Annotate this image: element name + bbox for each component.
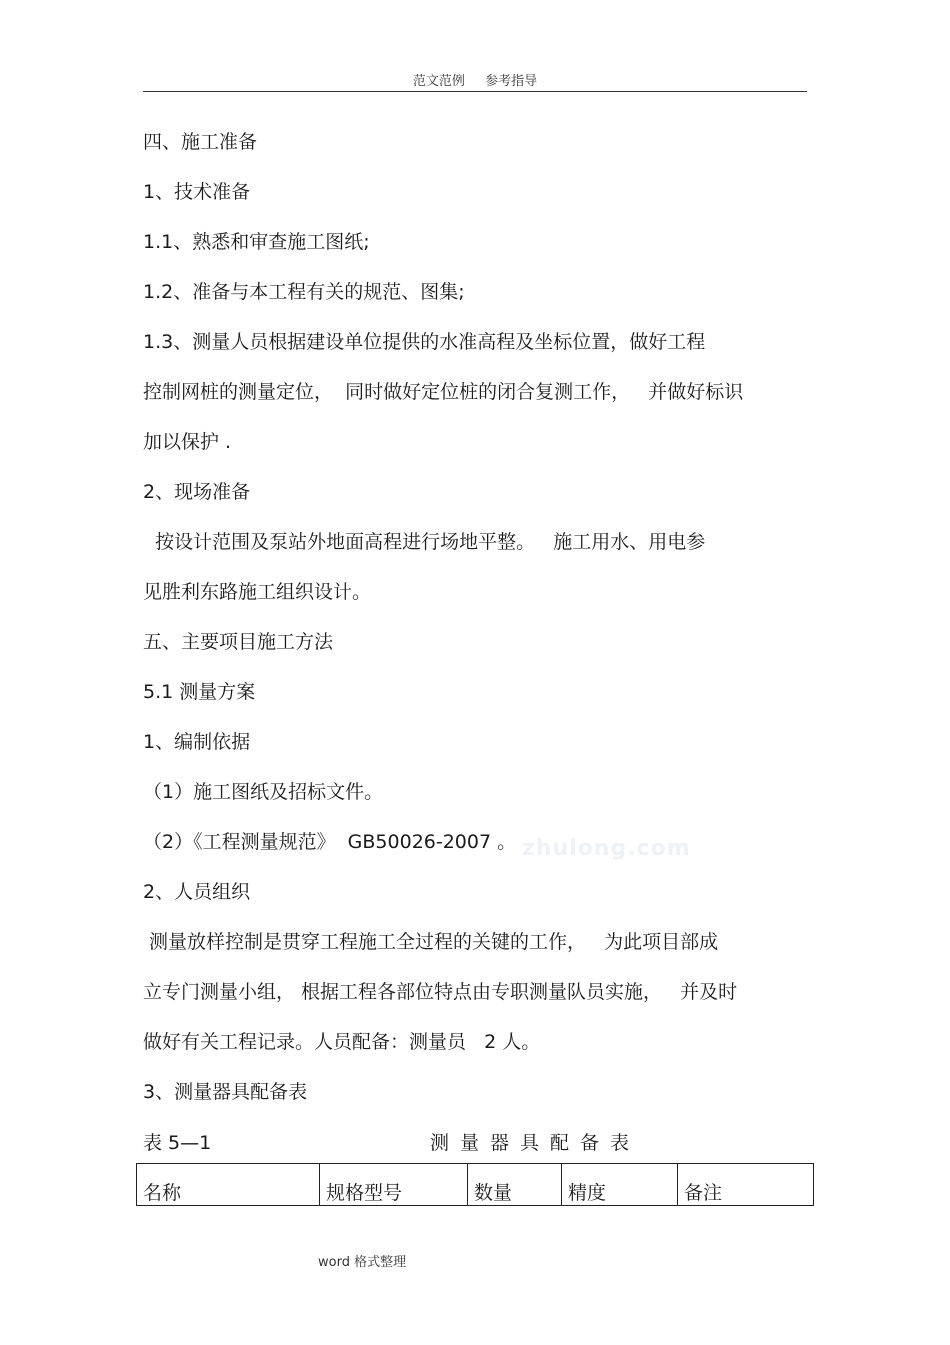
subheading-staffing: 2、人员组织: [143, 881, 251, 903]
basis-item-1: （1）施工图纸及招标文件。: [143, 781, 384, 803]
item-1-3-line3: 加以保护 .: [143, 431, 232, 453]
site-prep-line2: 见胜利东路施工组织设计。: [143, 581, 372, 603]
header-right-text: 参考指导: [485, 74, 538, 89]
table-title: 测量器具配备表: [430, 1132, 641, 1154]
table-number: 表 5—1: [143, 1132, 212, 1154]
item-1-3-line1: 1.3、测量人员根据建设单位提供的水准高程及坐标位置，做好工程: [143, 331, 706, 353]
page-footer: word 格式整理: [318, 1255, 407, 1270]
col-name: 名称: [137, 1164, 320, 1206]
staffing-line1: 测量放样控制是贯穿工程施工全过程的关键的工作， 为此项目部成: [143, 931, 719, 953]
section-heading-4: 四、施工准备: [143, 131, 258, 153]
table-header-row: [137, 1164, 814, 1206]
item-1-2: 1.2、准备与本工程有关的规范、图集;: [143, 281, 465, 303]
watermark: zhulong.com: [522, 836, 691, 861]
col-precision: 精度: [562, 1164, 678, 1206]
col-remarks: 备注: [678, 1164, 814, 1206]
col-model: 规格型号: [320, 1164, 468, 1206]
col-quantity: 数量: [468, 1164, 562, 1206]
subheading-tech-prep: 1、技术准备: [143, 181, 251, 203]
site-prep-line1: 按设计范围及泵站外地面高程进行场地平整。 施工用水、用电参: [143, 531, 706, 553]
subheading-5-1: 5.1 测量方案: [143, 681, 256, 703]
equipment-table: [136, 1163, 814, 1206]
section-heading-5: 五、主要项目施工方法: [143, 631, 334, 653]
header-rule: [143, 91, 807, 92]
subheading-site-prep: 2、现场准备: [143, 481, 251, 503]
header-left-text: 范文范例: [412, 74, 465, 89]
item-1-1: 1.1、熟悉和审查施工图纸;: [143, 231, 370, 253]
item-1-3-line2: 控制网桩的测量定位， 同时做好定位桩的闭合复测工作， 并做好标识: [143, 381, 744, 403]
subheading-basis: 1、编制依据: [143, 731, 251, 753]
staffing-line2: 立专门测量小组， 根据工程各部位特点由专职测量队员实施， 并及时: [143, 981, 738, 1003]
staffing-line3: 做好有关工程记录。人员配备：测量员 2 人。: [143, 1031, 541, 1053]
basis-item-2: （2）《工程测量规范》 GB50026-2007 。: [143, 831, 517, 853]
page-header: [0, 70, 950, 89]
subheading-equipment: 3、测量器具配备表: [143, 1081, 308, 1103]
